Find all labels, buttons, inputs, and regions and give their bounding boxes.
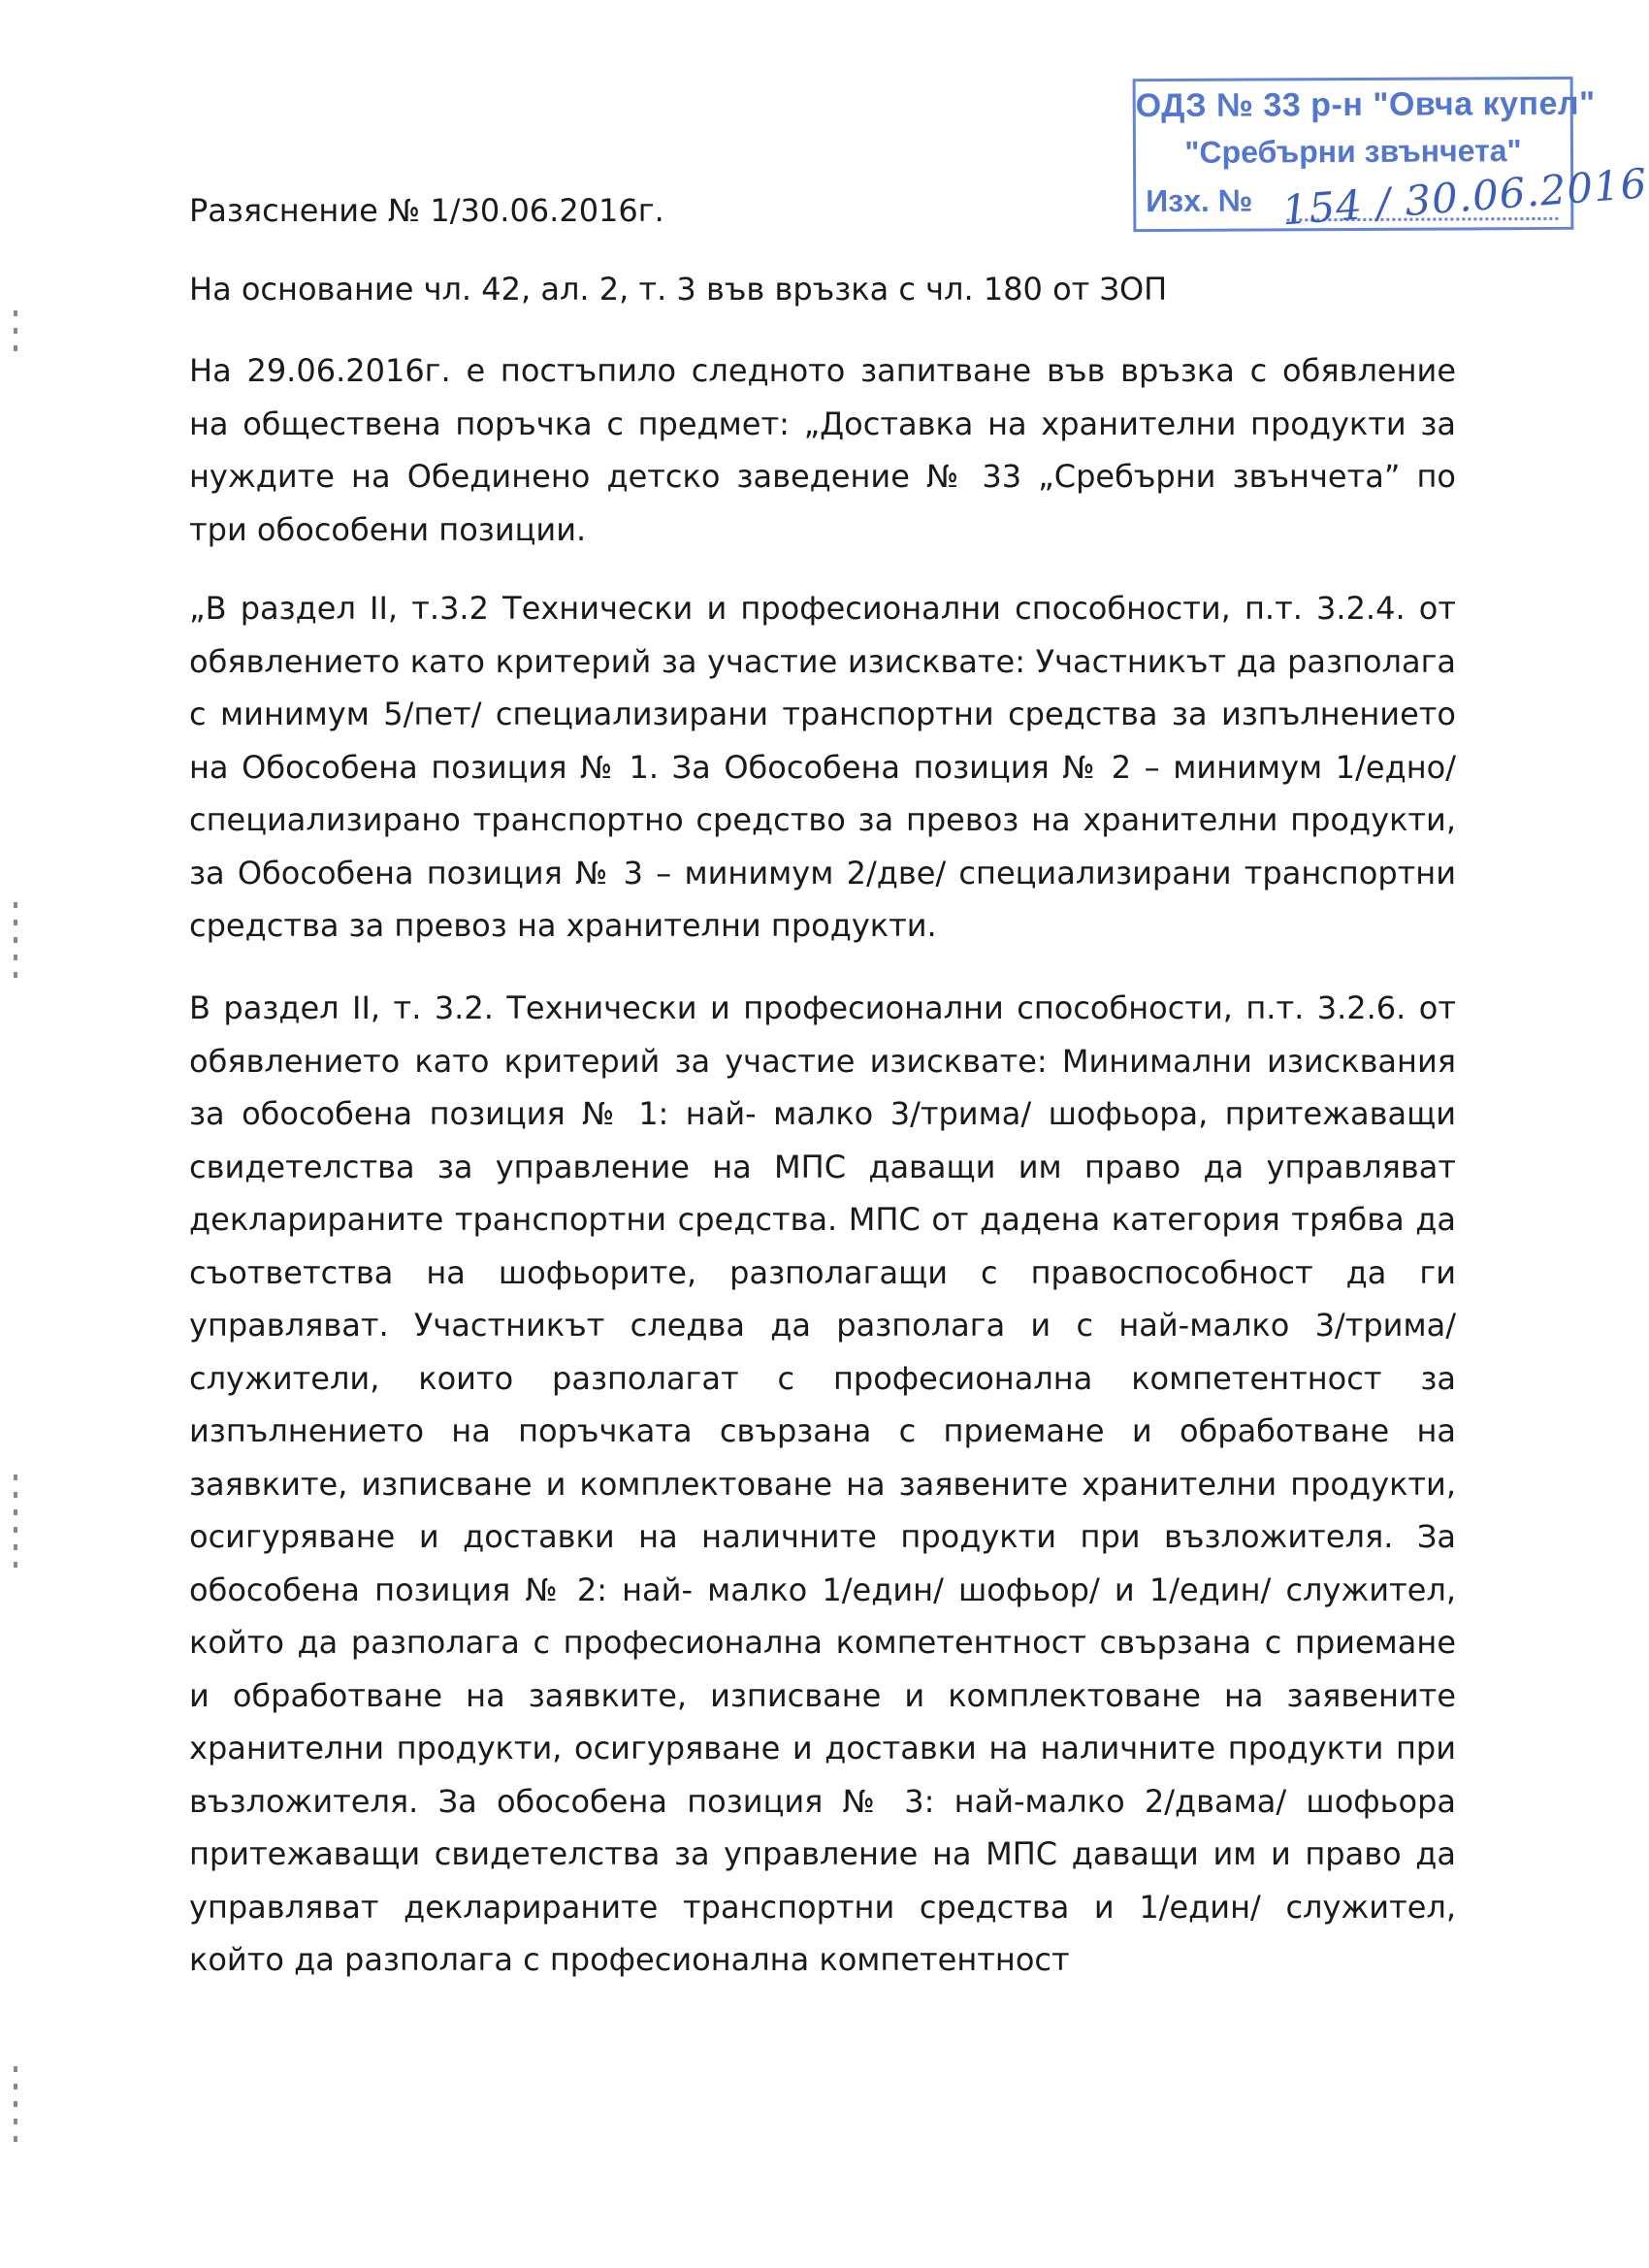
stamp-institution: ОДЗ № 33 р-н "Овча купел" xyxy=(1135,84,1596,125)
scan-edge-marks xyxy=(14,310,21,363)
document-heading: Разяснение № 1/30.06.2016г. xyxy=(189,192,664,229)
outgoing-stamp xyxy=(1133,77,1649,235)
scan-edge-marks xyxy=(14,902,21,989)
stamp-handwritten-number-date: 154 / 30.06.2016 xyxy=(1279,159,1649,235)
scan-edge-marks xyxy=(14,2066,21,2154)
paragraph-inquiry-intro: На 29.06.2016г. е постъпило следното запитване във връзка с обявление на обществена поръчка с предмет: „Доставка на хранителни продукти за нуждите на Обединено детско заведение № 33 „Сребърни звънчета” по три обособени позиции. xyxy=(189,352,1456,548)
stamp-kindergarten-name: "Сребърни звънчета" xyxy=(1184,133,1522,170)
paragraph-staff-requirements: В раздел II, т. 3.2. Технически и професионални способности, п.т. 3.2.6. от обявлението като критерий за участие изисквате: Минимални изисквания за обособена позиция № 1: най- малко 3/трима/ шофьора, притежаващи свидетелства за управление на МПС даващи им право да управляват декларираните транспортни средства. МПС от дадена категория трябва да съответства на шофьорите, разполагащи с правоспособност да ги управляват. Участникът следва да разполага и с най-малко 3/трима/ служители, които разполагат с професионална компетентност за изпълнението на поръчката свързана с приемане и обработване на заявките, изписване и комплектоване на заявените хранителни продукти, осигуряване и доставки на наличните продукти при възложителя. За обособена позиция № 2: най- малко 1/един/ шофьор/ и 1/един/ служител, който да разполага с професионална компетентност свързана с приемане и обработване на заявките, изписване и комплектоване на заявените хранителни продукти, осигуряване и доставки на наличните продукти при възложителя. За обособена позиция № 3: най-малко 2/двама/ шофьора притежаващи свидетелства за управление на МПС даващи им и право да управляват декларираните транспортни средства и 1/един/ служител, който да разполага с професионална компетентност xyxy=(189,989,1456,1978)
stamp-outgoing-label: Изх. № xyxy=(1146,182,1253,219)
legal-basis: На основание чл. 42, ал. 2, т. 3 във връзка с чл. 180 от ЗОП xyxy=(189,271,1168,308)
paragraph-transport-requirements: „В раздел II, т.3.2 Технически и професионални способности, п.т. 3.2.4. от обявлението като критерий за участие изисквате: Участникът да разполага с минимум 5/пет/ специализирани транспортни средства за изпълнението на Обособена позиция № 1. За Обособена позиция № 2 – минимум 1/едно/ специализирано транспортно средство за превоз на хранителни продукти, за Обособена позиция № 3 – минимум 2/две/ специализирани транспортни средства за превоз на хранителни продукти. xyxy=(189,590,1456,944)
scan-edge-marks xyxy=(14,1474,21,1579)
